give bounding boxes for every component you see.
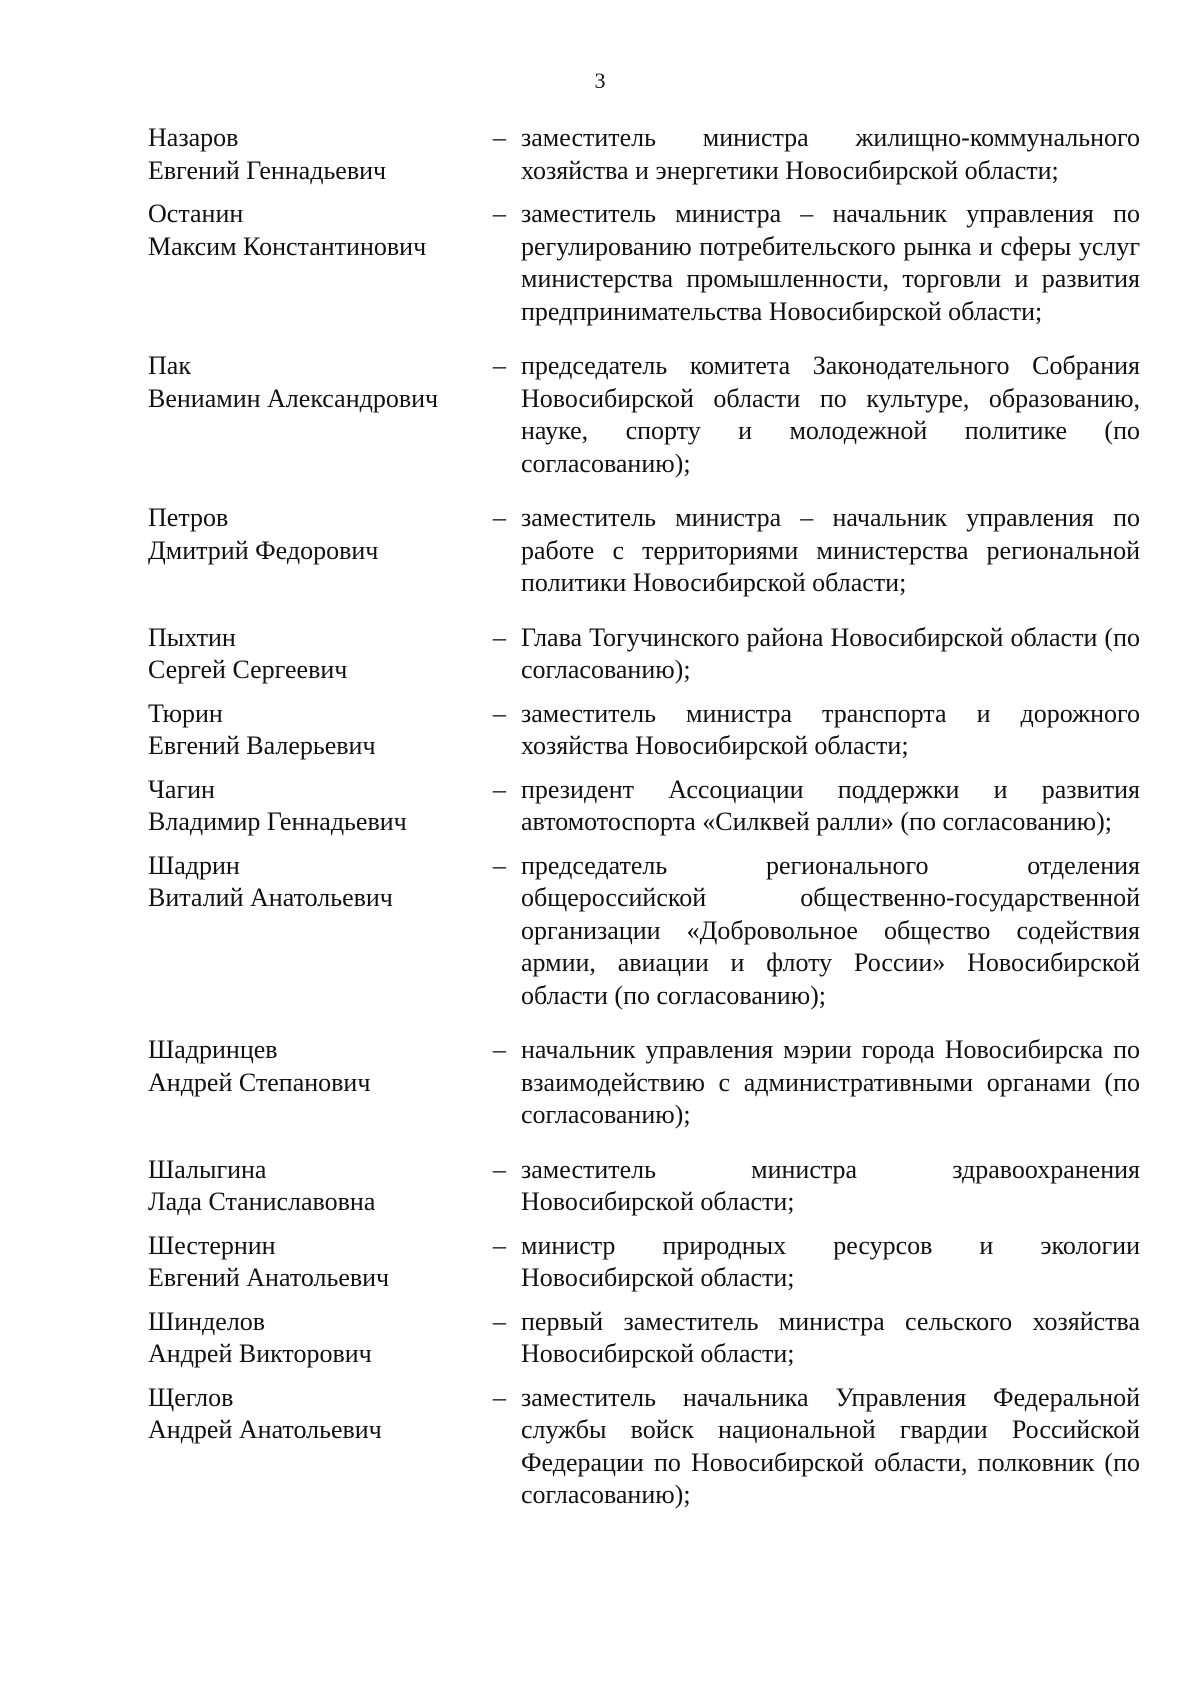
member-name [148, 122, 493, 187]
member-given-name: Лада Станиславовна [148, 1187, 376, 1216]
member-name [148, 502, 493, 600]
member-surname: Шадрин [148, 850, 240, 880]
member-name [148, 1382, 493, 1512]
member-position: первый заместитель министра сельского хозяйства Новосибирской области; [521, 1306, 1140, 1368]
page-number: 3 [594, 68, 606, 93]
member-position: заместитель министра здравоохранения Новосибирской области; [521, 1154, 1140, 1216]
member-entry [148, 1382, 1140, 1512]
member-surname: Назаров [148, 123, 239, 152]
member-position: заместитель министра транспорта и дорожного хозяйства Новосибирской области; [521, 698, 1140, 760]
member-entry [148, 622, 1140, 687]
member-position: председатель регионального отделения общероссийской общественно-государственной организации «Добровольное общество содействия армии, авиации и флоту России» Новосибирской области (по согласованию); [521, 850, 1140, 1010]
member-surname: Щеглов [148, 1382, 234, 1412]
separator-dash: – [493, 1154, 506, 1184]
separator-dash: – [493, 698, 506, 728]
separator-dash: – [493, 1035, 506, 1064]
member-given-name: Сергей Сергеевич [148, 655, 348, 684]
member-position: председатель комитета Законодательного Собрания Новосибирской области по культуре, образованию, науке, спорту и молодежной политике (по согласованию); [521, 351, 1140, 478]
separator-dash: – [493, 1230, 506, 1260]
member-entry [148, 1306, 1140, 1371]
member-entry [148, 198, 1140, 328]
member-position: заместитель министра – начальник управления по работе с территориями министерства региональной политики Новосибирской области; [521, 503, 1140, 597]
member-given-name: Андрей Викторович [148, 1339, 372, 1368]
member-position: заместитель начальника Управления Федеральной службы войск национальной гвардии Российской Федерации по Новосибирской области, полковник (по согласованию); [521, 1382, 1140, 1509]
member-name [148, 1306, 493, 1371]
member-given-name: Виталий Анатольевич [148, 883, 393, 912]
member-given-name: Владимир Геннадьевич [148, 807, 407, 836]
member-surname: Тюрин [148, 698, 223, 728]
separator-dash: – [493, 123, 506, 152]
member-given-name: Андрей Анатольевич [148, 1415, 382, 1444]
member-surname: Шестернин [148, 1230, 276, 1260]
member-list [148, 122, 1140, 1523]
separator-dash: – [493, 774, 506, 804]
member-entry [148, 350, 1140, 480]
member-given-name: Вениамин Александрович [148, 383, 439, 413]
member-name [148, 1154, 493, 1219]
member-entry [148, 850, 1140, 1013]
member-name [148, 698, 493, 763]
member-name [148, 1230, 493, 1295]
member-position: президент Ассоциации поддержки и развития автомотоспорта «Силквей ралли» (по согласованию); [521, 774, 1140, 836]
member-position: Глава Тогучинского района Новосибирской области (по согласованию); [521, 622, 1140, 684]
member-surname: Пак [148, 351, 191, 380]
member-position: министр природных ресурсов и экологии Новосибирской области; [521, 1230, 1140, 1292]
separator-dash: – [493, 622, 506, 652]
member-entry [148, 122, 1140, 187]
member-given-name: Андрей Степанович [148, 1067, 371, 1097]
member-entry [148, 774, 1140, 839]
member-given-name: Евгений Анатольевич [148, 1263, 390, 1292]
member-name [148, 198, 493, 328]
member-name [148, 1034, 493, 1132]
member-entry [148, 1154, 1140, 1219]
member-position: заместитель министра – начальник управления по регулированию потребительского рынка и сферы услуг министерства промышленности, торговли и развития предпринимательства Новосибирской области; [521, 199, 1140, 326]
member-surname: Шинделов [148, 1306, 266, 1336]
member-surname: Пыхтин [148, 622, 236, 652]
member-given-name: Максим Константинович [148, 231, 427, 261]
separator-dash: – [493, 503, 506, 532]
member-entry [148, 1230, 1140, 1295]
member-surname: Петров [148, 503, 229, 532]
member-name [148, 774, 493, 839]
member-surname: Чагин [148, 774, 215, 804]
separator-dash: – [493, 850, 506, 880]
member-surname: Шадринцев [148, 1035, 278, 1064]
member-entry [148, 502, 1140, 600]
member-entry [148, 1034, 1140, 1132]
separator-dash: – [493, 199, 506, 228]
member-given-name: Евгений Валерьевич [148, 731, 376, 760]
member-name [148, 350, 493, 480]
member-surname: Останин [148, 199, 244, 228]
member-position: начальник управления мэрии города Новосибирска по взаимодействию с административными органами (по согласованию); [521, 1035, 1140, 1129]
member-entry [148, 698, 1140, 763]
separator-dash: – [493, 1306, 506, 1336]
separator-dash: – [493, 351, 506, 380]
member-given-name: Евгений Геннадьевич [148, 155, 387, 185]
member-name [148, 850, 493, 1013]
separator-dash: – [493, 1382, 506, 1412]
member-given-name: Дмитрий Федорович [148, 535, 379, 565]
member-position: заместитель министра жилищно-коммунального хозяйства и энергетики Новосибирской области; [521, 123, 1140, 185]
member-name [148, 622, 493, 687]
member-surname: Шалыгина [148, 1154, 267, 1184]
